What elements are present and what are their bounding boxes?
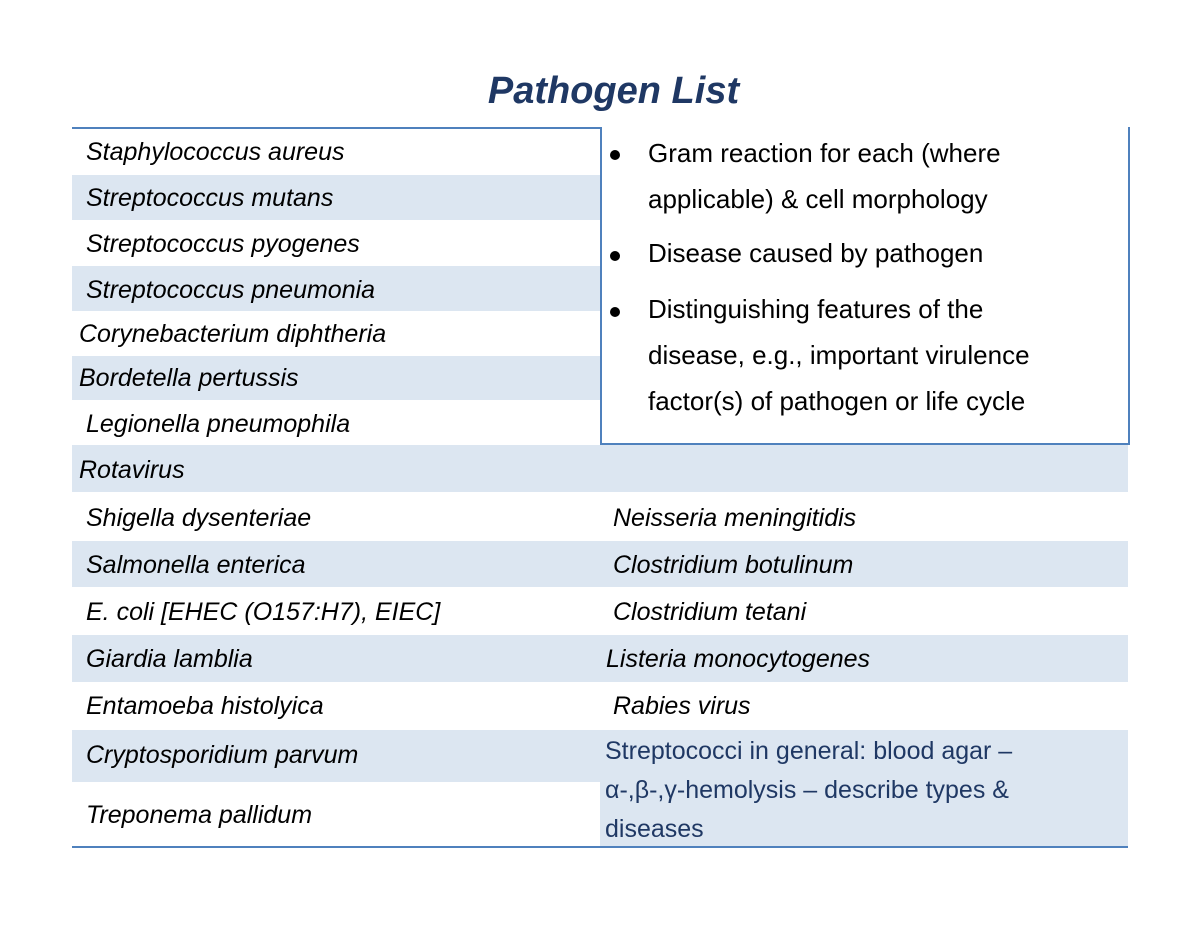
note-bullet-3-line-3: factor(s) of pathogen or life cycle [648, 386, 1026, 416]
pathogen-clostridium-tetani: Clostridium tetani [613, 598, 807, 626]
row-stripe [72, 445, 1128, 492]
pathogen-legionella-pneumophila: Legionella pneumophila [86, 410, 351, 438]
study-notes-box [600, 127, 1130, 445]
note-bullet-1-line-2: applicable) & cell morphology [648, 184, 988, 214]
bullet-icon [610, 150, 620, 160]
pathogen-salmonella-enterica: Salmonella enterica [86, 551, 306, 579]
pathogen-bordetella-pertussis: Bordetella pertussis [79, 364, 299, 392]
pathogen-neisseria-meningitidis: Neisseria meningitidis [613, 504, 857, 532]
pathogen-giardia-lamblia: Giardia lamblia [86, 645, 253, 673]
pathogen-listeria-monocytogenes: Listeria monocytogenes [606, 645, 871, 673]
pathogen-streptococcus-mutans: Streptococcus mutans [86, 184, 334, 212]
bullet-icon [610, 307, 620, 317]
pathogen-corynebacterium-diphtheria: Corynebacterium diphtheria [79, 320, 387, 348]
pathogen-treponema-pallidum: Treponema pallidum [86, 801, 313, 829]
pathogen-shigella-dysenteriae: Shigella dysenteriae [86, 504, 312, 532]
strep-note-line-1: Streptococci in general: blood agar – [605, 737, 1013, 765]
pathogen-rabies-virus: Rabies virus [613, 692, 751, 720]
pathogen-rotavirus: Rotavirus [79, 456, 185, 484]
note-bullet-2: Disease caused by pathogen [648, 238, 984, 268]
page-title: Pathogen List [487, 70, 740, 112]
note-bullet-3-line-1: Distinguishing features of the [648, 294, 984, 324]
pathogen-staphylococcus-aureus: Staphylococcus aureus [86, 138, 345, 166]
pathogen-e-coli: E. coli [EHEC (O157:H7), EIEC] [86, 598, 441, 626]
table-bottom-border [72, 846, 1128, 848]
pathogen-entamoeba-histolyica: Entamoeba histolyica [86, 692, 324, 720]
strep-note-line-2: α-,β-,γ-hemolysis – describe types & [605, 776, 1009, 804]
pathogen-streptococcus-pneumonia: Streptococcus pneumonia [86, 276, 376, 304]
note-bullet-1-line-1: Gram reaction for each (where [648, 138, 1001, 168]
streptococci-note [605, 732, 1125, 849]
bullet-icon [610, 251, 620, 261]
pathogen-streptococcus-pyogenes: Streptococcus pyogenes [86, 230, 360, 258]
strep-note-line-3: diseases [605, 815, 704, 843]
pathogen-clostridium-botulinum: Clostridium botulinum [613, 551, 854, 579]
pathogen-cryptosporidium-parvum: Cryptosporidium parvum [86, 741, 359, 769]
note-bullet-3-line-2: disease, e.g., important virulence [648, 340, 1030, 370]
